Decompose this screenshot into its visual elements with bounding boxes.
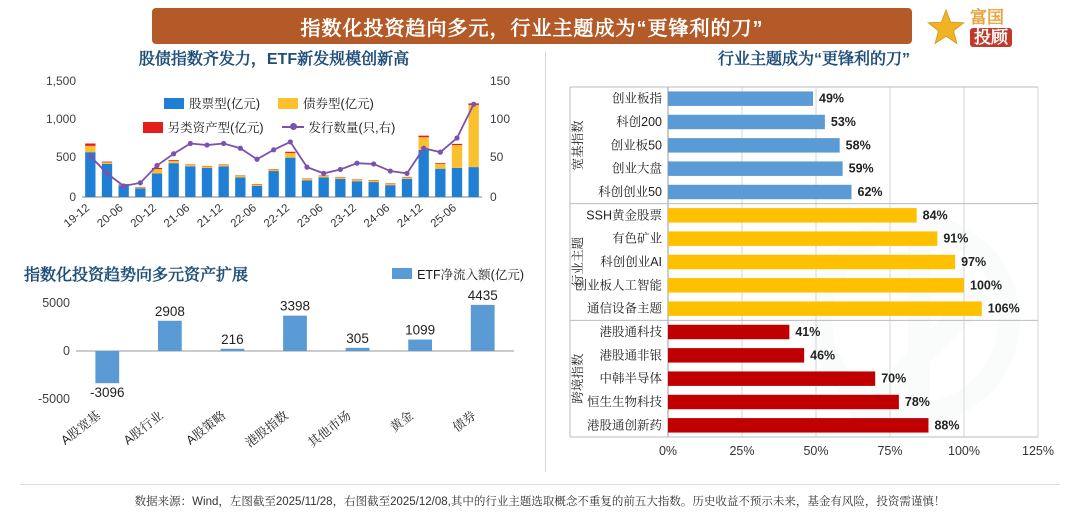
y-category-label: 创业板人工智能 xyxy=(574,278,662,293)
y-category-label: 科创200 xyxy=(616,115,662,129)
chart-theme-returns-title: 行业主题成为“更锋利的刀” xyxy=(717,51,910,68)
bar-value-label: 53% xyxy=(830,115,856,129)
x-tick-label: 23-12 xyxy=(328,202,359,231)
line-point xyxy=(238,146,243,151)
group-label: 跨境指数 xyxy=(571,353,585,404)
bar-bond xyxy=(219,165,229,167)
bar-theme xyxy=(668,208,917,222)
bar-theme xyxy=(668,185,852,199)
legend-label: 发行数量(只,右) xyxy=(308,121,396,135)
line-point xyxy=(338,167,343,172)
bar-bond xyxy=(135,188,145,189)
line-point xyxy=(371,161,376,166)
chart-etf-issuance-title: 股债指数齐发力，ETF新发规模创新高 xyxy=(138,51,410,68)
bar-bond xyxy=(452,145,462,168)
y-category-label: 科创创业AI xyxy=(600,255,662,269)
bar-value-label: 305 xyxy=(346,330,369,346)
page-title-banner xyxy=(152,8,912,44)
y2-tick-label: 0 xyxy=(490,190,497,204)
bar-bond xyxy=(335,177,345,179)
y-category-label: 恒生生物科技 xyxy=(586,395,662,409)
y2-tick-label: 100 xyxy=(490,112,511,126)
bar-netflow xyxy=(408,340,432,351)
bar-value-label: 62% xyxy=(857,185,883,199)
legend-swatch-netflow xyxy=(392,268,412,279)
x-tick-label: 24-12 xyxy=(395,202,426,231)
chart-theme-returns-svg xyxy=(560,69,1068,477)
bar-value-label: 78% xyxy=(904,395,930,409)
y-category-label: 创业大盘 xyxy=(611,161,662,176)
y-category-label: 港股通创新药 xyxy=(586,418,662,433)
bar-theme xyxy=(668,371,875,385)
line-point xyxy=(421,146,426,151)
bar-netflow xyxy=(471,305,495,351)
y-category-label: 中韩半导体 xyxy=(599,371,662,386)
bar-value-label: 41% xyxy=(795,325,821,339)
bar-value-label: 58% xyxy=(845,138,871,153)
line-point xyxy=(388,168,393,173)
bar-value-label: 70% xyxy=(881,371,907,386)
bar-bond xyxy=(352,180,362,182)
line-point xyxy=(304,165,309,170)
chart-etf-netflow-legend xyxy=(392,265,524,283)
legend-item xyxy=(282,118,396,136)
x-tick-label: 50% xyxy=(803,444,829,458)
bar-bond xyxy=(469,105,479,167)
bar-equity xyxy=(185,166,195,197)
bar-bond xyxy=(269,169,279,171)
logo-line-1: 富国 xyxy=(970,8,1004,27)
bar-equity xyxy=(152,173,162,197)
line-point xyxy=(154,163,159,168)
y-category-label: 通信设备主题 xyxy=(586,301,662,316)
bar-theme xyxy=(668,278,964,292)
bar-bond xyxy=(252,184,262,186)
x-tick-label: 21-12 xyxy=(195,202,226,231)
bar-bond xyxy=(369,180,379,182)
line-point xyxy=(271,147,276,152)
bar-alt xyxy=(452,144,462,145)
legend-swatch-equity xyxy=(164,98,184,109)
y-category-label: 港股通非银 xyxy=(599,348,662,363)
bar-equity xyxy=(352,181,362,197)
x-tick-label: 100% xyxy=(948,444,980,458)
bar-theme xyxy=(668,231,937,245)
bar-equity xyxy=(252,186,262,197)
y2-tick-label: 50 xyxy=(490,150,504,164)
bar-theme xyxy=(668,161,843,175)
bar-bond xyxy=(235,176,245,178)
x-tick-label: 22-12 xyxy=(262,202,293,231)
bar-bond xyxy=(435,164,445,169)
chart-etf-netflow-title: 指数化投资趋势向多元资产扩展 xyxy=(24,267,249,284)
bar-equity xyxy=(385,185,395,197)
x-tick-label: 24-06 xyxy=(362,202,393,231)
chart-theme-returns xyxy=(560,46,1068,476)
x-category-label: A股行业 xyxy=(120,408,166,448)
bar-bond xyxy=(85,146,95,152)
line-point xyxy=(471,102,476,107)
y-tick-label: 500 xyxy=(55,150,76,164)
brand-logo xyxy=(926,4,1066,52)
legend-item xyxy=(278,94,374,112)
bar-value-label: 91% xyxy=(943,231,969,246)
bar-theme xyxy=(668,325,789,339)
bar-value-label: 216 xyxy=(221,331,244,347)
line-point xyxy=(321,171,326,176)
bar-theme xyxy=(668,348,804,362)
bar-netflow xyxy=(221,349,245,351)
x-category-label: 其他市场 xyxy=(305,408,354,451)
y-tick-label: 0 xyxy=(69,190,76,204)
bar-bond xyxy=(285,153,295,158)
chart-etf-issuance-legend xyxy=(104,94,434,136)
bar-theme xyxy=(668,301,982,315)
x-tick-label: 0% xyxy=(658,444,678,458)
legend-swatch-bond xyxy=(278,98,298,109)
y-tick-label: 0 xyxy=(63,344,70,358)
y-category-label: 创业板50 xyxy=(610,138,662,153)
x-category-label: A股策略 xyxy=(183,408,229,448)
bar-equity xyxy=(302,180,312,197)
bar-netflow xyxy=(346,348,370,351)
x-tick-label: 19-12 xyxy=(62,202,93,231)
line-point xyxy=(104,171,109,176)
bar-bond xyxy=(185,165,195,167)
bar-equity xyxy=(402,179,412,197)
legend-item xyxy=(164,94,260,112)
bar-bond xyxy=(302,179,312,181)
bar-equity xyxy=(435,169,445,197)
bar-equity xyxy=(285,158,295,197)
bar-equity xyxy=(469,167,479,197)
x-category-label: 港股指数 xyxy=(242,408,291,451)
x-category-label: 债券 xyxy=(450,408,479,435)
bar-equity xyxy=(235,177,245,197)
bar-equity xyxy=(202,168,212,197)
bar-netflow xyxy=(158,321,182,351)
bar-value-label: 88% xyxy=(934,418,960,433)
logo-line-2: 投顾 xyxy=(970,28,1012,47)
bar-alt xyxy=(435,163,445,164)
legend-label: 另类资产型(亿元) xyxy=(167,121,264,135)
line-point xyxy=(404,171,409,176)
y-category-label: 港股通科技 xyxy=(599,325,662,339)
bar-equity xyxy=(319,177,329,197)
line-point xyxy=(188,141,193,146)
x-tick-label: 20-06 xyxy=(95,202,126,231)
bar-value-label: 46% xyxy=(810,348,836,363)
bar-equity xyxy=(219,166,229,197)
bar-value-label: 4435 xyxy=(467,287,498,303)
footer-divider xyxy=(20,484,1060,485)
bar-value-label: -3096 xyxy=(90,385,125,401)
x-tick-label: 21-06 xyxy=(162,202,193,231)
data-source-note: 数据来源：Wind，左图截至2025/11/28，右图截至2025/12/08,其中的行业主题选取概念不重复的前五大指数。历史收益不预示未来，基金有风险，投资需谨慎！ xyxy=(134,496,946,508)
line-point xyxy=(171,151,176,156)
bar-value-label: 49% xyxy=(819,91,845,106)
bar-value-label: 3398 xyxy=(279,298,311,314)
y-category-label: 有色矿业 xyxy=(611,231,662,246)
line-point xyxy=(88,153,93,158)
bar-alt xyxy=(285,152,295,153)
line-point xyxy=(221,141,226,146)
bar-value-label: 2908 xyxy=(154,303,185,319)
legend-item xyxy=(143,118,264,136)
bar-netflow xyxy=(283,316,307,351)
bar-bond xyxy=(202,166,212,168)
legend-label: 债券型(亿元) xyxy=(303,97,374,111)
bar-equity xyxy=(269,171,279,197)
star-icon xyxy=(926,8,966,48)
y-tick-label: 5000 xyxy=(42,296,70,310)
bar-value-label: 1099 xyxy=(405,322,436,338)
bar-bond xyxy=(169,161,179,163)
line-point xyxy=(121,183,126,188)
y-category-label: 创业板指 xyxy=(611,91,662,106)
legend-swatch-alt xyxy=(143,122,163,133)
line-point xyxy=(438,150,443,155)
vertical-divider xyxy=(545,52,546,472)
bar-value-label: 59% xyxy=(848,161,874,176)
x-tick-label: 23-06 xyxy=(295,202,326,231)
bar-theme xyxy=(668,115,825,129)
bar-value-label: 97% xyxy=(961,255,987,269)
y-tick-label: 1,000 xyxy=(45,112,76,126)
x-tick-label: 25% xyxy=(729,444,755,458)
line-point xyxy=(288,139,293,144)
bar-equity xyxy=(335,179,345,197)
bar-theme xyxy=(668,255,955,269)
x-tick-label: 25-06 xyxy=(428,202,459,231)
y-category-label: 科创创业50 xyxy=(598,185,662,199)
bar-alt xyxy=(102,162,112,163)
y-category-label: SSH黄金股票 xyxy=(586,208,662,223)
x-tick-label: 75% xyxy=(877,444,903,458)
bar-equity xyxy=(452,168,462,197)
line-point xyxy=(354,161,359,166)
legend-swatch-count xyxy=(282,126,304,128)
line-point xyxy=(138,180,143,185)
bar-theme xyxy=(668,418,928,432)
y2-tick-label: 150 xyxy=(490,74,511,88)
bar-netflow xyxy=(95,351,119,383)
legend-label: 股票型(亿元) xyxy=(189,97,260,111)
legend-item xyxy=(392,265,524,283)
group-label: 行业主题 xyxy=(571,236,585,288)
bar-value-label: 84% xyxy=(922,208,948,223)
bar-bond xyxy=(402,177,412,179)
bar-equity xyxy=(169,163,179,197)
y-tick-label: 1,500 xyxy=(45,74,76,88)
y-tick-label: -5000 xyxy=(38,392,70,406)
bar-equity xyxy=(135,188,145,197)
bar-bond xyxy=(102,162,112,164)
x-category-label: A股宽基 xyxy=(58,408,104,448)
line-point xyxy=(454,135,459,140)
x-category-label: 黄金 xyxy=(387,408,416,435)
bar-equity xyxy=(369,182,379,197)
group-label: 宽基指数 xyxy=(571,120,585,171)
page-title: 指数化投资趋向多元，行业主题成为“更锋利的刀” xyxy=(300,17,764,40)
bar-theme xyxy=(668,138,840,152)
bar-alt xyxy=(85,144,95,146)
bar-value-label: 106% xyxy=(987,301,1020,316)
chart-etf-issuance xyxy=(14,46,534,246)
bar-equity xyxy=(419,150,429,197)
legend-label: ETF净流入额(亿元) xyxy=(417,267,524,282)
chart-etf-netflow xyxy=(14,262,534,472)
x-tick-label: 22-06 xyxy=(228,202,259,231)
bar-theme xyxy=(668,395,899,409)
bar-theme xyxy=(668,91,813,105)
x-tick-label: 125% xyxy=(1022,444,1054,458)
bar-bond xyxy=(385,184,395,186)
line-point xyxy=(204,142,209,147)
bar-alt xyxy=(169,160,179,161)
line-point xyxy=(254,157,259,162)
x-tick-label: 20-12 xyxy=(128,202,159,231)
chart-etf-netflow-svg xyxy=(14,285,534,473)
bar-value-label: 100% xyxy=(970,278,1002,293)
